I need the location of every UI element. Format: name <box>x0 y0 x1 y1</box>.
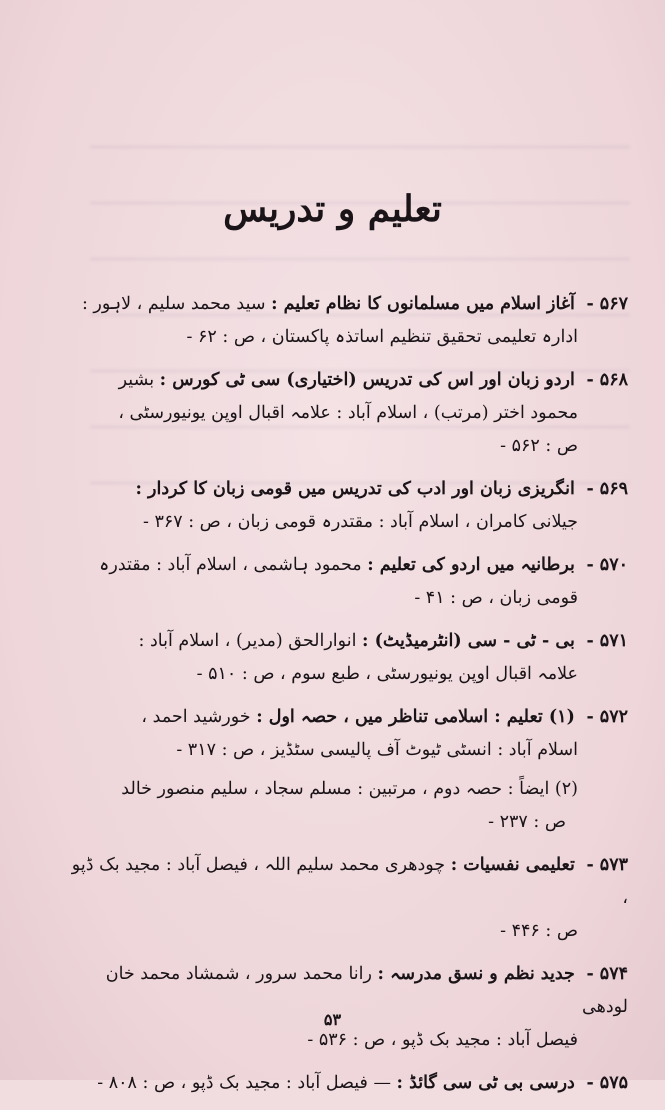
entry-continuation: علامہ اقبال اوپن یونیورسٹی ، طبع سوم ، ص : ۵۱۰ - <box>196 664 578 684</box>
entry-570 <box>68 549 628 615</box>
entry-author: محمود ہاشمی ، اسلام آباد : مقتدرہ <box>99 555 362 575</box>
entry-heading: بی - ٹی - سی (انٹرمیڈیٹ) : <box>362 631 575 651</box>
entry-number: ۵۷۰ - <box>586 555 628 575</box>
entry-heading: (۱) تعلیم : اسلامی تناظر میں ، حصہ اول : <box>256 707 575 727</box>
page-title: تعلیم و تدریس <box>223 188 442 230</box>
entry-author: رانا محمد سرور ، شمشاد محمد خان لودھی <box>105 964 628 1017</box>
entry-heading: برطانیہ میں اردو کی تعلیم : <box>367 555 575 575</box>
entry-author: خورشید احمد ، <box>141 707 251 727</box>
entry-heading: آغاز اسلام میں مسلمانوں کا نظام تعلیم : <box>271 294 575 314</box>
entry-author: — فیصل آباد : مجید بک ڈپو ، ص : ۸۰۸ - <box>97 1073 391 1093</box>
entry-continuation: ص : ۴۴۶ - <box>500 921 578 941</box>
entry-author: چودھری محمد سلیم اللہ ، فیصل آباد : مجید بک ڈپو ، <box>71 855 628 908</box>
entry-number: ۵۷۲ - <box>586 707 628 727</box>
entry-heading: تعلیمی نفسیات : <box>450 855 575 875</box>
bibliography-list <box>68 288 628 1110</box>
entry-subitem-continuation: ص : ۲۳۷ - <box>488 812 566 832</box>
entry-572 <box>68 701 628 839</box>
entry-575 <box>68 1067 628 1100</box>
page-number: ۵۳ <box>323 1010 342 1029</box>
entry-subitem: (۲) ایضاً : حصہ دوم ، مرتبین : مسلم سجاد ، سلیم منصور خالد <box>121 779 578 799</box>
entry-number: ۵۷۴ - <box>586 964 628 984</box>
entry-number: ۵۶۹ - <box>586 479 628 499</box>
entry-567 <box>68 288 628 354</box>
entry-continuation: جیلانی کامران ، اسلام آباد : مقتدرہ قومی زبان ، ص : ۳۶۷ - <box>142 512 578 532</box>
entry-574 <box>68 958 628 1057</box>
entry-continuation: ص : ۵۶۲ - <box>500 436 578 456</box>
entry-author: انوارالحق (مدیر) ، اسلام آباد : <box>138 631 357 651</box>
entry-continuation: قومی زبان ، ص : ۴۱ - <box>414 588 578 608</box>
entry-heading: انگریزی زبان اور ادب کی تدریس میں قومی زبان کا کردار : <box>135 479 575 499</box>
entry-573 <box>68 849 628 948</box>
entry-number: ۵۷۳ - <box>586 855 628 875</box>
entry-number: ۵۶۸ - <box>586 370 628 390</box>
entry-continuation: محمود اختر (مرتب) ، اسلام آباد : علامہ اقبال اوپن یونیورسٹی ، <box>118 403 578 423</box>
entry-571 <box>68 625 628 691</box>
entry-author: سید محمد سلیم ، لاہور : <box>81 294 266 314</box>
entry-number: ۵۷۱ - <box>586 631 628 651</box>
entry-569 <box>68 473 628 539</box>
entry-continuation: اسلام آباد : انسٹی ٹیوٹ آف پالیسی سٹڈیز ، ص : ۳۱۷ - <box>176 740 578 760</box>
entry-continuation: فیصل آباد : مجید بک ڈپو ، ص : ۵۳۶ - <box>307 1030 578 1050</box>
entry-number: ۵۶۷ - <box>586 294 628 314</box>
entry-heading: جدید نظم و نسق مدرسہ : <box>377 964 575 984</box>
entry-heading: درسی بی ٹی سی گائڈ : <box>396 1073 575 1093</box>
entry-568 <box>68 364 628 463</box>
entry-heading: اردو زبان اور اس کی تدریس (اختیاری) سی ٹی کورس : <box>159 370 575 390</box>
entry-continuation: ادارہ تعلیمی تحقیق تنظیم اساتذہ پاکستان ، ص : ۶۲ - <box>186 327 578 347</box>
entry-author: بشیر <box>118 370 155 390</box>
entry-number: ۵۷۵ - <box>586 1073 628 1093</box>
